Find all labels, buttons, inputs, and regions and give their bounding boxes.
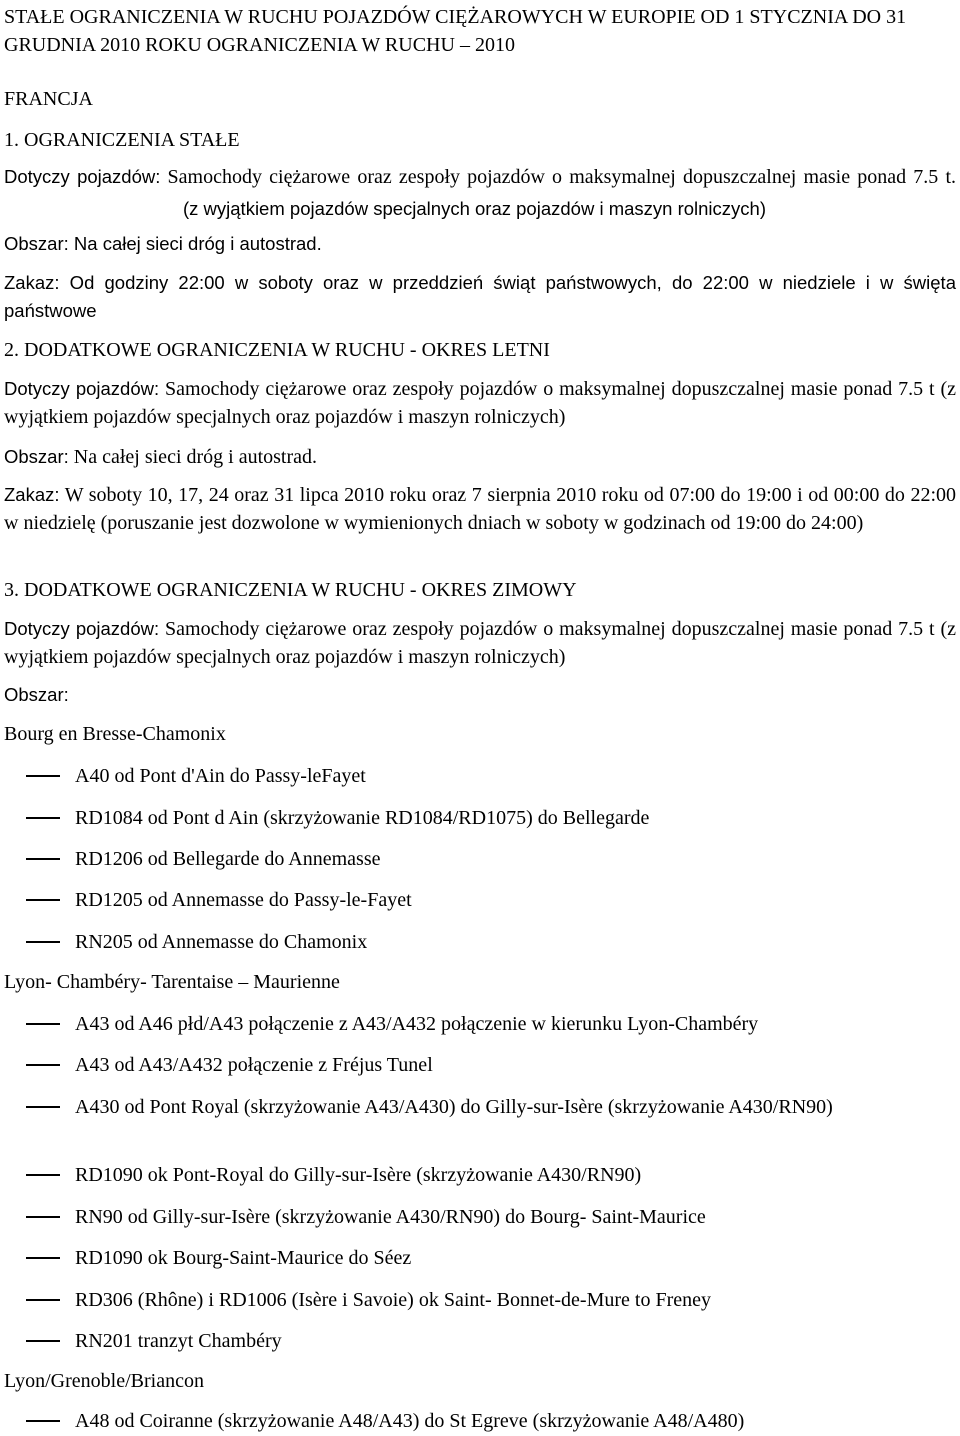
list-item-text: A43 od A46 płd/A43 połączenie z A43/A432 połączenie w kierunku Lyon-Chambéry xyxy=(75,1013,759,1035)
section-1-dotyczy-tail-text: (z wyjątkiem pojazdów specjalnych oraz pojazdów i maszyn rolniczych) xyxy=(183,198,766,219)
section-1-obszar xyxy=(4,232,322,256)
document-title: STAŁE OGRANICZENIA W RUCHU POJAZDÓW CIĘŻAROWYCH W EUROPIE OD 1 STYCZNIA DO 31 GRUDNIA 2010 ROKU OGRANICZENIA W RUCHU – 2010 xyxy=(4,6,907,56)
section-1-dotyczy xyxy=(4,163,956,191)
section-2-dotyczy-text: Samochody ciężarowe oraz zespoły pojazdów o maksymalnej dopuszczalnej masie ponad 7.5 t (z wyjątkiem pojazdów specjalnych oraz pojazdów i maszyn rolniczych) xyxy=(4,378,956,428)
section-3-dotyczy xyxy=(4,615,956,671)
section-2-obszar-text: Na całej sieci dróg i autostrad. xyxy=(68,446,318,468)
country-heading: FRANCJA xyxy=(4,88,93,110)
section-2-zakaz-text: W soboty 10, 17, 24 oraz 31 lipca 2010 roku oraz 7 sierpnia 2010 roku od 07:00 do 19:00 i od 00:00 do 22:00 w niedzielę (poruszanie jest dozwolone w wymienionych dniach w soboty w godzinach od 19:00 do 24:00) xyxy=(4,484,956,534)
dotyczy-label: Dotyczy pojazdów: xyxy=(4,618,160,639)
list-item-text: A430 od Pont Royal (skrzyżowanie A43/A430) do Gilly-sur-Isère (skrzyżowanie A430/RN90) xyxy=(75,1096,833,1118)
section-2-zakaz xyxy=(4,481,956,537)
group-heading: Lyon/Grenoble/Briancon xyxy=(4,1370,204,1392)
section-1-zakaz xyxy=(4,269,956,325)
list-item-text: RD1205 od Annemasse do Passy-le-Fayet xyxy=(75,889,412,911)
list-item-text: A43 od A43/A432 połączenie z Fréjus Tunel xyxy=(75,1054,433,1076)
dash-bullet xyxy=(26,899,60,901)
list-item-text: RN205 od Annemasse do Chamonix xyxy=(75,931,368,953)
group-heading: Bourg en Bresse-Chamonix xyxy=(4,723,226,745)
list-item-text: A48 od Coiranne (skrzyżowanie A48/A43) do St Egreve (skrzyżowanie A48/A480) xyxy=(75,1410,745,1432)
dotyczy-label: Dotyczy pojazdów: xyxy=(4,378,160,399)
section-1-obszar-text: Na całej sieci dróg i autostrad. xyxy=(68,233,322,254)
section-2-dotyczy xyxy=(4,375,956,431)
dash-bullet xyxy=(26,1216,60,1218)
list-item-text: A40 od Pont d'Ain do Passy-leFayet xyxy=(75,765,366,787)
obszar-label: Obszar: xyxy=(4,446,69,467)
dash-bullet xyxy=(26,1299,60,1301)
list-item-text: RD1206 od Bellegarde do Annemasse xyxy=(75,848,381,870)
obszar-label: Obszar: xyxy=(4,684,69,705)
dash-bullet xyxy=(26,775,60,777)
section-3-heading: 3. DODATKOWE OGRANICZENIA W RUCHU - OKRES ZIMOWY xyxy=(4,579,577,601)
list-item-text: RD306 (Rhône) i RD1006 (Isère i Savoie) ok Saint- Bonnet-de-Mure to Freney xyxy=(75,1289,711,1311)
dash-bullet xyxy=(26,858,60,860)
list-item-text: RD1090 ok Pont-Royal do Gilly-sur-Isère (skrzyżowanie A430/RN90) xyxy=(75,1164,642,1186)
dash-bullet xyxy=(26,1420,60,1422)
section-1-zakaz-text: Od godziny 22:00 w soboty oraz w przeddzień świąt państwowych, do 22:00 w niedziele i w święta państwowe xyxy=(4,272,956,321)
section-1-heading: 1. OGRANICZENIA STAŁE xyxy=(4,129,240,151)
dash-bullet xyxy=(26,1106,60,1108)
section-2-heading: 2. DODATKOWE OGRANICZENIA W RUCHU - OKRES LETNI xyxy=(4,339,550,361)
dash-bullet xyxy=(26,1064,60,1066)
zakaz-label: Zakaz: xyxy=(4,484,60,505)
zakaz-label: Zakaz: xyxy=(4,272,60,293)
dash-bullet xyxy=(26,1023,60,1025)
dash-bullet xyxy=(26,1257,60,1259)
dotyczy-label: Dotyczy pojazdów: xyxy=(4,166,161,187)
section-1-dotyczy-text: Samochody ciężarowe oraz zespoły pojazdów o maksymalnej dopuszczalnej masie ponad 7.5 t. xyxy=(160,166,956,188)
list-item-text: RD1084 od Pont d Ain (skrzyżowanie RD1084/RD1075) do Bellegarde xyxy=(75,807,650,829)
section-1-dotyczy-tail xyxy=(183,197,766,221)
section-3-obszar xyxy=(4,683,69,707)
dash-bullet xyxy=(26,1174,60,1176)
section-3-dotyczy-text: Samochody ciężarowe oraz zespoły pojazdów o maksymalnej dopuszczalnej masie ponad 7.5 t (z wyjątkiem pojazdów specjalnych oraz pojazdów i maszyn rolniczych) xyxy=(4,618,956,668)
dash-bullet xyxy=(26,817,60,819)
dash-bullet xyxy=(26,1340,60,1342)
section-2-obszar xyxy=(4,445,317,469)
list-item-text: RD1090 ok Bourg-Saint-Maurice do Séez xyxy=(75,1247,412,1269)
dash-bullet xyxy=(26,941,60,943)
list-item-text: RN201 tranzyt Chambéry xyxy=(75,1330,282,1352)
obszar-label: Obszar: xyxy=(4,233,69,254)
group-heading: Lyon- Chambéry- Tarentaise – Maurienne xyxy=(4,971,340,993)
list-item-text: RN90 od Gilly-sur-Isère (skrzyżowanie A430/RN90) do Bourg- Saint-Maurice xyxy=(75,1206,706,1228)
